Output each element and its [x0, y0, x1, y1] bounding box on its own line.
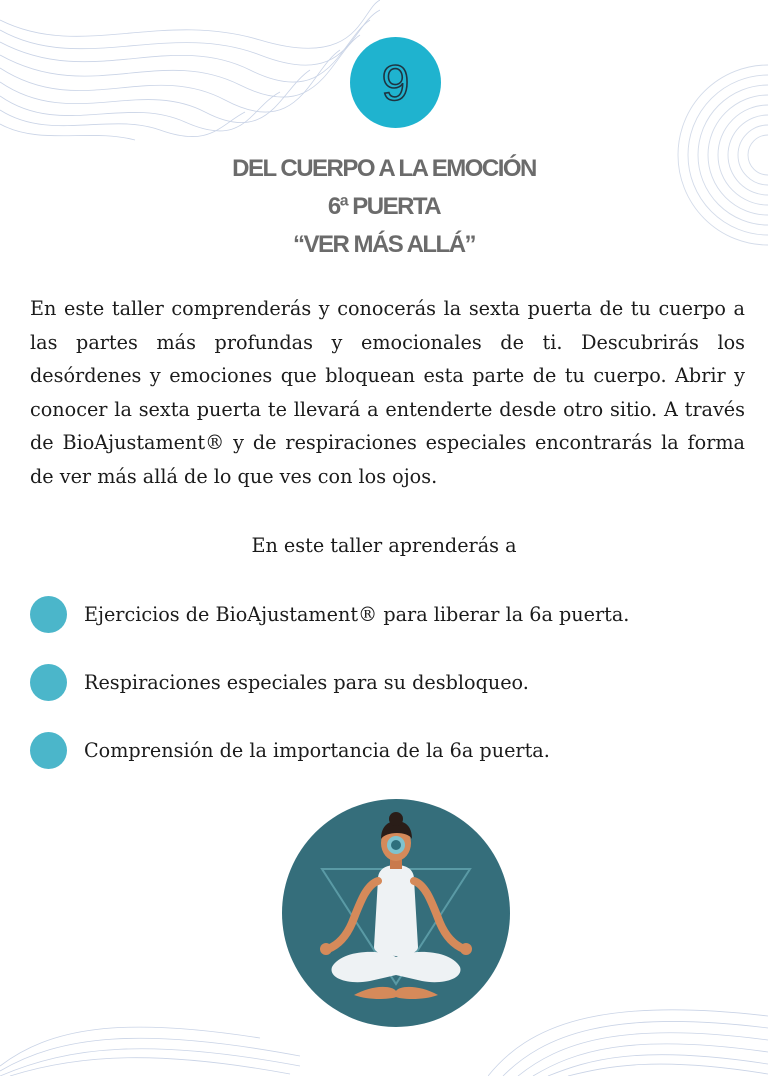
list-item-text: Respiraciones especiales para su desbloqueo.: [84, 670, 529, 694]
list-item: [30, 732, 745, 768]
title-line-3: “VER MÁS ALLÁ”: [292, 231, 476, 258]
decorative-waves-bottom-right: [488, 986, 768, 1076]
decorative-waves-top-left: [0, 0, 380, 150]
title-line-1: DEL CUERPO A LA EMOCIÓN: [232, 155, 536, 182]
decorative-waves-bottom-left: [0, 1016, 300, 1076]
learning-list: [30, 596, 745, 800]
list-item: [30, 664, 745, 700]
intro-paragraph: En este taller comprenderás y conocerás la sexta puerta de tu cuerpo a las partes más profundas y emocionales de ti. Descubrirás los desórdenes y emociones que bloquean esta parte de tu cuerpo. Abrir y conocer la sexta puerta te llevará a entenderte desde otro sitio. A través de BioAjustament® y de respiraciones especiales encontrarás la forma de ver más allá de lo que ves con los ojos.: [30, 297, 745, 488]
learn-heading: En este taller aprenderás a: [251, 534, 517, 557]
list-item: [30, 596, 745, 632]
bullet-dot-icon: [30, 732, 67, 769]
meditating-woman-third-eye-icon: [282, 799, 510, 1027]
step-number-badge: [350, 37, 441, 128]
list-item-text: Comprensión de la importancia de la 6a puerta.: [84, 738, 550, 762]
workshop-title: [0, 150, 768, 264]
list-item-text: Ejercicios de BioAjustament® para liberar la 6a puerta.: [84, 602, 630, 626]
bullet-dot-icon: [30, 664, 67, 701]
title-line-2: 6ª PUERTA: [327, 193, 441, 220]
bullet-dot-icon: [30, 596, 67, 633]
step-number: 9: [381, 54, 410, 111]
